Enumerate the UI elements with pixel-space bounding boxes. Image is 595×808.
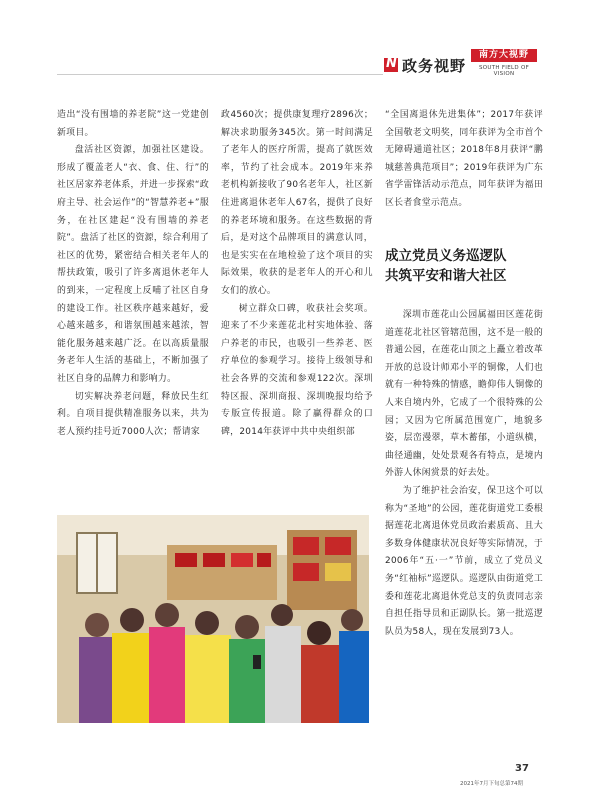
text-column-2 — [221, 107, 373, 441]
paragraph: 盘活社区资源，加强社区建设。形成了覆盖老人“衣、食、住、行”的社区居家养老体系，并进一步探索“政府主导、社会运作”的“智慧养老+”服务，在社区建起“没有围墙的养老院”。盘活了社区的资源，综合利用了社区的优势，紧密结合相关老年人的帮扶政策，吸引了许多离退休老年人的到来，一定程度上反哺了社区自身的建设工作。社区秩序越来越好，爱心越来越多，和谐氛围越来越浓，智能化服务越来越广泛。在以高质量服务老年人生活的基础上，不断加强了社区自身的品牌力和影响力。 — [57, 145, 209, 384]
paragraph: 造出“没有围墙的养老院”这一党建创新项目。 — [57, 110, 209, 138]
logo-letter: N — [386, 56, 397, 71]
issue-info: 2021年7月下旬总第74期 — [460, 781, 523, 787]
paragraph: 切实解决养老问题，释放民生红利。自项目提供精准服务以来，共为老人预约挂号近7000人次；帮请家 — [57, 391, 209, 437]
heading-line-2: 共筑平安和谐大社区 — [385, 268, 507, 284]
magazine-name: 南方大视野 — [471, 49, 537, 62]
paragraph: 深圳市莲花山公园属福田区莲花街道莲花北社区管辖范围，这不是一般的普通公园，在莲花山顶之上矗立着改革开放的总设计师邓小平的铜像，人们也就有一种特殊的情感，瞻仰伟人铜像的人来自境内外，它成了一个很特殊的公园；又因为它所属范围宽广，地貌多姿，层峦漫翠，草木蓄郁，小道纵横，曲径通幽，处处景观各有特点，是境内外游人休闲赏景的好去处。 — [385, 310, 543, 479]
text-column-1 — [57, 107, 209, 441]
paragraph: 为了维护社会治安，保卫这个可以称为“圣地”的公园，莲花街道党工委根据莲花北离退休党员政治素质高、且大多数身体健康状况良好等实际情况，于2006年“五·一”节前，成立了党员义务“红袖标”巡逻队。巡逻队由街道党工委和莲花北离退休党总支的负责同志亲自担任指导员和正副队长。第一批巡逻队员为58人，现在发展到73人。 — [385, 485, 543, 637]
paragraph: 树立群众口碑，收获社会奖项。迎来了不少来莲花北村实地体验、落户养老的市民，也吸引一些养老、医疗单位的参观学习。接待上级领导和社会各界的交流和参观122次。深圳特区报、深圳商报、深圳晚报均给予专版宣传报道。除了赢得群众的口碑，2014年获评中共中央组织部 — [221, 303, 373, 437]
header-rule — [57, 74, 383, 75]
magazine-english-name: SOUTH FIELD OF VISION — [478, 65, 530, 77]
heading-line-1: 成立党员义务巡逻队 — [385, 248, 507, 264]
text-column-3-top — [385, 107, 543, 213]
text-column-3-bottom — [385, 307, 543, 641]
page-number: 37 — [515, 763, 529, 774]
paragraph: 政4560次；提供康复理疗2896次；解决求助服务345次。第一时间满足了老年人的医疗所需，提高了就医效率，节约了社会成本。2019年来养老机构新接收了90名老年人，社区新住进离退休老年人67名，提供了良好的养老环境和服务。在这些数据的背后，是对这个品牌项目的满意认同，也是实实在在地检验了这个项目的实际效果，收获的是老年人的开心和儿女们的放心。 — [221, 110, 373, 296]
subsection-heading — [385, 246, 545, 286]
article-photo — [57, 515, 369, 723]
paragraph: “全国离退休先进集体”；2017年获评全国敬老文明奖，同年获评为全市首个无障碍通道社区；2018年8月获评“鹏城慈善典范项目”；2019年获评为广东省学雷锋活动示范点，同年获评为福田区长者食堂示范点。 — [385, 110, 543, 208]
photo-illustration — [57, 515, 369, 723]
page-header — [0, 0, 595, 80]
section-title: 政务视野 — [402, 57, 467, 75]
